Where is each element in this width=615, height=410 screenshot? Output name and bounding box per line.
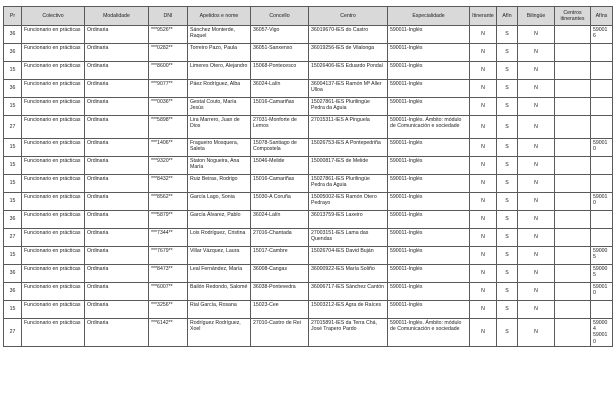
cell-afin: S [497,319,518,347]
table-row [4,80,613,98]
cell-afins [591,175,613,193]
cell-centro: 36000922-IES María Soliño [309,265,388,283]
header-centro: Centro [309,7,388,26]
cell-centros-itinerantes [555,44,591,62]
cell-centros-itinerantes [555,211,591,229]
cell-modalidade: Ordinaria [85,319,149,347]
cell-dni: ***6142** [149,319,188,347]
cell-concello: 27010-Castro de Rei [251,319,309,347]
cell-concello: 36051-Sanxenxo [251,44,309,62]
header-especialidade: Especialidade [388,7,470,26]
cell-bilingue: N [518,229,555,247]
table-row [4,44,613,62]
cell-especialidade: 590011-Inglés [388,247,470,265]
header-modalidade: Modalidade [85,7,149,26]
cell-centro: 27003151-IES Lama das Quendas [309,229,388,247]
cell-centro: 15026406-IES Eduardo Pondal [309,62,388,80]
cell-colectivo: Funcionario en prácticas [22,80,85,98]
header-nome: Apelidos e nome [188,7,251,26]
cell-afin: S [497,44,518,62]
cell-centro: 36019256-IES de Vilalonga [309,44,388,62]
cell-centros-itinerantes [555,247,591,265]
cell-centros-itinerantes [555,319,591,347]
cell-pr: 15 [4,62,22,80]
table-body [4,26,613,347]
header-pr: Pr [4,7,22,26]
cell-pr: 27 [4,116,22,139]
cell-itinerante: N [470,301,497,319]
cell-centro: 15027861-IES Plurilingüe Pedra da Aguia [309,98,388,116]
cell-afins: 590010 [591,193,613,211]
cell-dni: ***9077** [149,80,188,98]
cell-concello: 15068-Pontecesco [251,62,309,80]
cell-colectivo: Funcionario en prácticas [22,98,85,116]
cell-especialidade: 590011-Inglés [388,62,470,80]
cell-modalidade: Ordinaria [85,98,149,116]
cell-dni: ***1406** [149,139,188,157]
cell-colectivo: Funcionario en prácticas [22,319,85,347]
cell-colectivo: Funcionario en prácticas [22,44,85,62]
table-row [4,62,613,80]
cell-pr: 36 [4,283,22,301]
cell-colectivo: Funcionario en prácticas [22,283,85,301]
table-header [4,7,613,26]
cell-centro: 36006717-IES Sánchez Cantón [309,283,388,301]
cell-pr: 36 [4,80,22,98]
cell-dni: ***7344** [149,229,188,247]
cell-especialidade: 590011-Inglés [388,98,470,116]
header-itinerante: Itinerante [470,7,497,26]
table-row [4,283,613,301]
cell-dni: ***5879** [149,211,188,229]
cell-pr: 15 [4,193,22,211]
table-row [4,319,613,347]
cell-afins [591,116,613,139]
cell-bilingue: N [518,116,555,139]
header-afin: Afín [497,7,518,26]
cell-itinerante: N [470,139,497,157]
cell-modalidade: Ordinaria [85,247,149,265]
cell-bilingue: N [518,80,555,98]
cell-bilingue: N [518,265,555,283]
cell-afins [591,80,613,98]
cell-colectivo: Funcionario en prácticas [22,193,85,211]
cell-centros-itinerantes [555,139,591,157]
cell-concello: 15030-A Coruña [251,193,309,211]
cell-colectivo: Funcionario en prácticas [22,116,85,139]
cell-dni: ***3256** [149,301,188,319]
header-concello: Concello [251,7,309,26]
cell-centro: 15003212-IES Agra de Raíces [309,301,388,319]
cell-especialidade: 590011-Inglés [388,139,470,157]
cell-bilingue: N [518,62,555,80]
cell-afin: S [497,229,518,247]
cell-especialidade: 590011-Inglés [388,265,470,283]
cell-nome: Sánchez Monterde, Raquel [188,26,251,44]
cell-afin: S [497,139,518,157]
cell-pr: 36 [4,44,22,62]
cell-centros-itinerantes [555,301,591,319]
cell-concello: 15017-Cambre [251,247,309,265]
cell-concello: 15016-Camariñas [251,175,309,193]
cell-pr: 15 [4,98,22,116]
cell-nome: Villar Vázquez, Laura [188,247,251,265]
cell-afin: S [497,265,518,283]
cell-nome: Páez Rodríguez, Alba [188,80,251,98]
cell-nome: Rodríguez Rodríguez, Xoel [188,319,251,347]
cell-especialidade: 590011-Inglés [388,301,470,319]
cell-itinerante: N [470,247,497,265]
table-row [4,247,613,265]
cell-afin: S [497,98,518,116]
cell-centros-itinerantes [555,283,591,301]
cell-afins: 590010 [591,283,613,301]
cell-itinerante: N [470,62,497,80]
cell-especialidade: 590011-Inglés [388,44,470,62]
cell-bilingue: N [518,193,555,211]
cell-concello: 36008-Cangas [251,265,309,283]
header-row [4,7,613,26]
cell-afins [591,98,613,116]
cell-bilingue: N [518,283,555,301]
cell-especialidade: 590011-Inglés [388,175,470,193]
cell-afin: S [497,80,518,98]
cell-modalidade: Ordinaria [85,26,149,44]
cell-pr: 27 [4,319,22,347]
cell-afin: S [497,175,518,193]
cell-pr: 15 [4,175,22,193]
cell-bilingue: N [518,319,555,347]
cell-concello: 36038-Pontevedra [251,283,309,301]
cell-concello: 36024-Lalín [251,80,309,98]
document-page [3,6,612,347]
cell-nome: Rial García, Rosana [188,301,251,319]
cell-dni: ***9320** [149,157,188,175]
cell-centros-itinerantes [555,175,591,193]
cell-especialidade: 590011-Inglés [388,193,470,211]
cell-itinerante: N [470,80,497,98]
cell-afins [591,301,613,319]
cell-modalidade: Ordinaria [85,283,149,301]
table-row [4,98,613,116]
cell-afins [591,157,613,175]
cell-bilingue: N [518,26,555,44]
table-row [4,193,613,211]
cell-centro: 27015311-IES A Pinguela [309,116,388,139]
header-afins: Afíns [591,7,613,26]
cell-concello: 15078-Santiago de Compostela [251,139,309,157]
cell-afins: 590016 [591,26,613,44]
cell-dni: ***6007** [149,283,188,301]
header-colectivo: Colectivo [22,7,85,26]
cell-afin: S [497,116,518,139]
cell-dni: ***8600** [149,62,188,80]
cell-bilingue: N [518,301,555,319]
cell-afins [591,211,613,229]
table-row [4,116,613,139]
cell-itinerante: N [470,229,497,247]
cell-dni: ***9526** [149,26,188,44]
cell-dni: ***5898** [149,116,188,139]
cell-modalidade: Ordinaria [85,157,149,175]
cell-colectivo: Funcionario en prácticas [22,26,85,44]
cell-colectivo: Funcionario en prácticas [22,62,85,80]
cell-nome: Gestal Couto, María Jesús [188,98,251,116]
cell-afin: S [497,157,518,175]
cell-centros-itinerantes [555,265,591,283]
cell-colectivo: Funcionario en prácticas [22,157,85,175]
cell-centro: 15026704-IES David Buján [309,247,388,265]
cell-afin: S [497,193,518,211]
cell-afin: S [497,211,518,229]
table-row [4,157,613,175]
cell-nome: García Álvarez, Pablo [188,211,251,229]
cell-afins: 590004 590010 [591,319,613,347]
cell-colectivo: Funcionario en prácticas [22,175,85,193]
cell-especialidade: 590011-Inglés. Ámbito: módulo de Comunicación e sociedade [388,116,470,139]
cell-bilingue: N [518,247,555,265]
cell-dni: ***8473** [149,265,188,283]
table-row [4,175,613,193]
cell-afins: 590010 [591,139,613,157]
cell-pr: 15 [4,157,22,175]
cell-afins: 590005 [591,247,613,265]
cell-centros-itinerantes [555,116,591,139]
cell-bilingue: N [518,44,555,62]
cell-especialidade: 590011-Inglés [388,211,470,229]
cell-itinerante: N [470,265,497,283]
cell-concello: 27031-Monforte de Lemos [251,116,309,139]
cell-bilingue: N [518,211,555,229]
cell-modalidade: Ordinaria [85,62,149,80]
cell-dni: ***0282** [149,44,188,62]
cell-pr: 15 [4,247,22,265]
cell-especialidade: 590011-Inglés. Ámbito: módulo de Comunicación e sociedade [388,319,470,347]
cell-nome: Torreiro Pazo, Paula [188,44,251,62]
cell-modalidade: Ordinaria [85,116,149,139]
cell-nome: Lira Marrero, Juan de Dios [188,116,251,139]
cell-afins [591,44,613,62]
cell-centro: 36013759-IES Laxeiro [309,211,388,229]
cell-centro: 27015891-IES da Terra Chá, José Trapero Pardo [309,319,388,347]
cell-nome: Lois Rodríguez, Cristina [188,229,251,247]
cell-centros-itinerantes [555,80,591,98]
cell-colectivo: Funcionario en prácticas [22,139,85,157]
cell-colectivo: Funcionario en prácticas [22,229,85,247]
cell-concello: 15016-Camariñas [251,98,309,116]
cell-especialidade: 590011-Inglés [388,157,470,175]
cell-itinerante: N [470,211,497,229]
table-row [4,139,613,157]
cell-especialidade: 590011-Inglés [388,283,470,301]
cell-pr: 36 [4,26,22,44]
cell-nome: Leal Fernández, María [188,265,251,283]
cell-colectivo: Funcionario en prácticas [22,247,85,265]
cell-pr: 15 [4,139,22,157]
cell-colectivo: Funcionario en prácticas [22,265,85,283]
cell-centro: 15000817-IES de Melide [309,157,388,175]
cell-centro: 15027861-IES Plurilingüe Pedra da Aguia [309,175,388,193]
cell-itinerante: N [470,44,497,62]
table-row [4,26,613,44]
cell-centro: 15005002-IES Ramón Otero Pedrayo [309,193,388,211]
cell-dni: ***7679** [149,247,188,265]
cell-itinerante: N [470,98,497,116]
cell-nome: Limeres Otero, Alejandro [188,62,251,80]
cell-pr: 36 [4,265,22,283]
cell-itinerante: N [470,319,497,347]
cell-nome: Fragueiro Mosquera, Saleta [188,139,251,157]
cell-itinerante: N [470,116,497,139]
cell-afin: S [497,247,518,265]
cell-dni: ***8432** [149,175,188,193]
cell-modalidade: Ordinaria [85,80,149,98]
cell-concello: 36057-Vigo [251,26,309,44]
cell-bilingue: N [518,175,555,193]
cell-modalidade: Ordinaria [85,175,149,193]
cell-itinerante: N [470,26,497,44]
assignments-table [3,6,613,347]
cell-afins [591,229,613,247]
cell-modalidade: Ordinaria [85,193,149,211]
cell-dni: ***8562** [149,193,188,211]
cell-concello: 15046-Melide [251,157,309,175]
cell-itinerante: N [470,193,497,211]
cell-concello: 15023-Cee [251,301,309,319]
cell-modalidade: Ordinaria [85,211,149,229]
cell-especialidade: 590011-Inglés [388,229,470,247]
cell-bilingue: N [518,98,555,116]
cell-itinerante: N [470,157,497,175]
cell-pr: 27 [4,229,22,247]
cell-centro: 15026753-IES A Pontepedriña [309,139,388,157]
cell-dni: ***0036** [149,98,188,116]
cell-nome: Ruiz Beiras, Rodrigo [188,175,251,193]
table-row [4,301,613,319]
cell-itinerante: N [470,175,497,193]
cell-afin: S [497,301,518,319]
cell-especialidade: 590011-Inglés [388,80,470,98]
cell-concello: 27016-Chantada [251,229,309,247]
cell-centros-itinerantes [555,193,591,211]
cell-bilingue: N [518,139,555,157]
cell-centros-itinerantes [555,157,591,175]
cell-centros-itinerantes [555,229,591,247]
header-dni: DNI [149,7,188,26]
cell-centros-itinerantes [555,62,591,80]
cell-modalidade: Ordinaria [85,139,149,157]
cell-concello: 36024-Lalín [251,211,309,229]
header-bilingue: Bilingüe [518,7,555,26]
cell-afin: S [497,283,518,301]
cell-afins: 590005 [591,265,613,283]
cell-centros-itinerantes [555,98,591,116]
cell-modalidade: Ordinaria [85,44,149,62]
header-centros-itinerantes: Centros itinerantes [555,7,591,26]
table-row [4,265,613,283]
cell-centro: 36019670-IES do Castro [309,26,388,44]
cell-nome: Bailón Redondo, Salomé [188,283,251,301]
cell-centros-itinerantes [555,26,591,44]
cell-pr: 36 [4,211,22,229]
table-row [4,229,613,247]
cell-nome: Staton Nogueira, Ana María [188,157,251,175]
cell-especialidade: 590011-Inglés [388,26,470,44]
cell-afins [591,62,613,80]
cell-afin: S [497,26,518,44]
cell-pr: 15 [4,301,22,319]
cell-centro: 36004137-IES Ramón Mª Aller Ulloa [309,80,388,98]
cell-afin: S [497,62,518,80]
cell-modalidade: Ordinaria [85,229,149,247]
cell-colectivo: Funcionario en prácticas [22,301,85,319]
cell-modalidade: Ordinaria [85,301,149,319]
cell-itinerante: N [470,283,497,301]
cell-colectivo: Funcionario en prácticas [22,211,85,229]
cell-nome: García Lago, Sonia [188,193,251,211]
cell-modalidade: Ordinaria [85,265,149,283]
cell-bilingue: N [518,157,555,175]
table-row [4,211,613,229]
